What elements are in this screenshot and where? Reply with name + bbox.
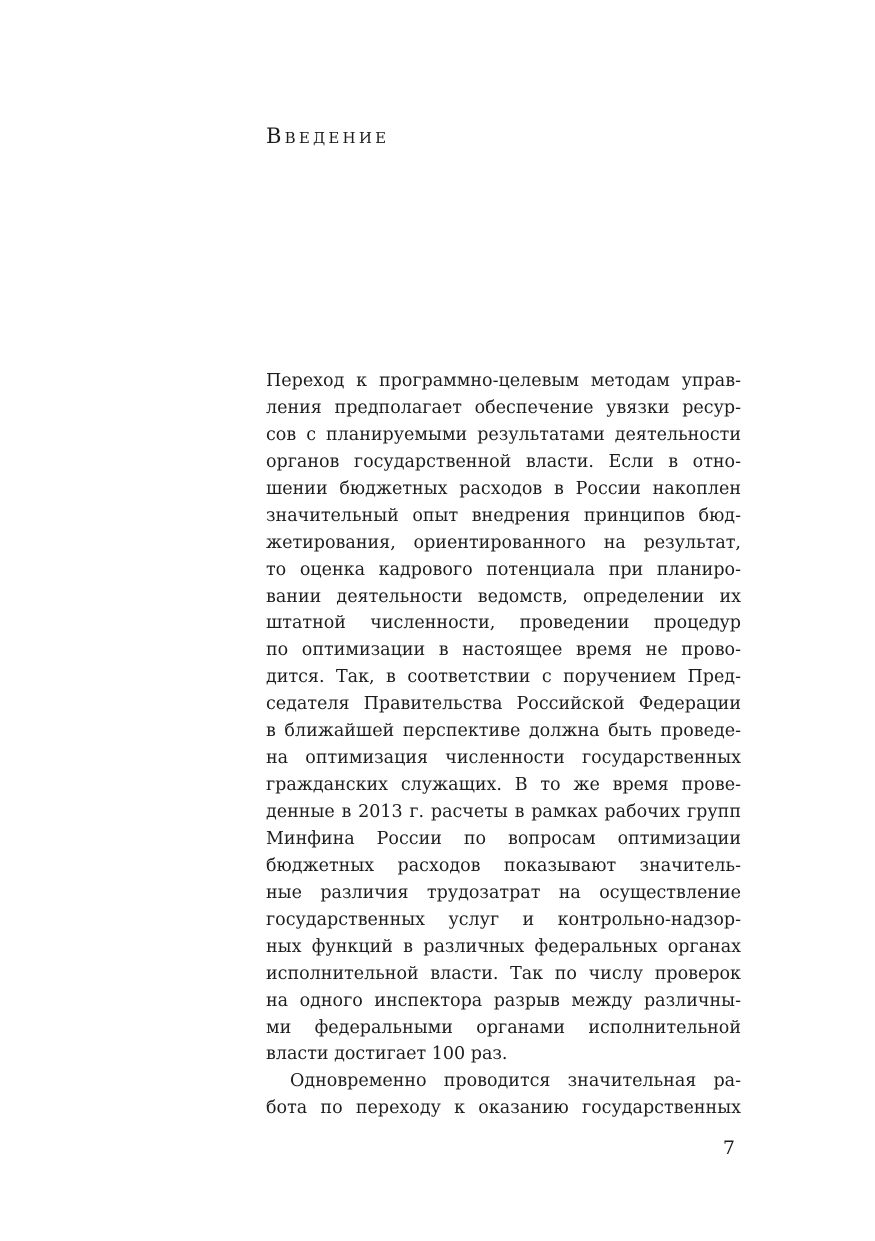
text-line: Минфина России по вопросам оптимизации [266, 828, 741, 849]
text-line: шении бюджетных расходов в России накоплен [266, 478, 741, 499]
chapter-title: Введение [266, 124, 390, 148]
text-line: дится. Так, в соответствии с поручением Пред- [266, 667, 741, 688]
text-line: ные различия трудозатрат на осуществление [266, 882, 741, 903]
body-text [266, 368, 741, 1122]
text-line: штатной численности, проведении процедур [266, 613, 741, 634]
text-line: то оценка кадрового потенциала при планиро- [266, 559, 741, 580]
text-line: власти достигает 100 раз. [266, 1044, 508, 1065]
text-line: вании деятельности ведомств, определении их [266, 586, 741, 607]
text-line: жетирования, ориентированного на результат, [266, 532, 741, 553]
text-line: на оптимизация численности государственных [266, 748, 741, 769]
text-line: по оптимизации в настоящее время не прово- [266, 640, 741, 661]
text-line: Одновременно проводится значительная ра- [290, 1071, 741, 1092]
text-line: денные в 2013 г. расчеты в рамках рабочих групп [266, 802, 741, 822]
text-line: ми федеральными органами исполнительной [266, 1017, 741, 1038]
text-line: на одного инспектора разрыв между различны- [266, 990, 741, 1011]
text-line: бота по переходу к оказанию государственных [266, 1098, 741, 1119]
text-line: исполнительной власти. Так по числу проверок [266, 963, 741, 984]
text-line: бюджетных расходов показывают значитель- [266, 855, 741, 876]
text-line: Переход к программно-целевым методам управ- [266, 371, 741, 391]
text-line: седателя Правительства Российской Федерации [266, 694, 741, 715]
text-line: сов с планируемыми результатами деятельности [266, 424, 741, 445]
text-line: в ближайшей перспективе должна быть проведе- [266, 721, 741, 742]
text-line: органов государственной власти. Если в отно- [266, 451, 741, 472]
page-number: 7 [722, 1137, 735, 1159]
text-line: значительный опыт внедрения принципов бюд- [266, 505, 741, 526]
text-line: ления предполагает обеспечение увязки ресур- [266, 397, 741, 418]
text-line: гражданских служащих. В то же время прове- [266, 775, 741, 796]
text-line: государственных услуг и контрольно-надзор- [266, 909, 741, 930]
text-line: ных функций в различных федеральных органах [266, 936, 741, 957]
